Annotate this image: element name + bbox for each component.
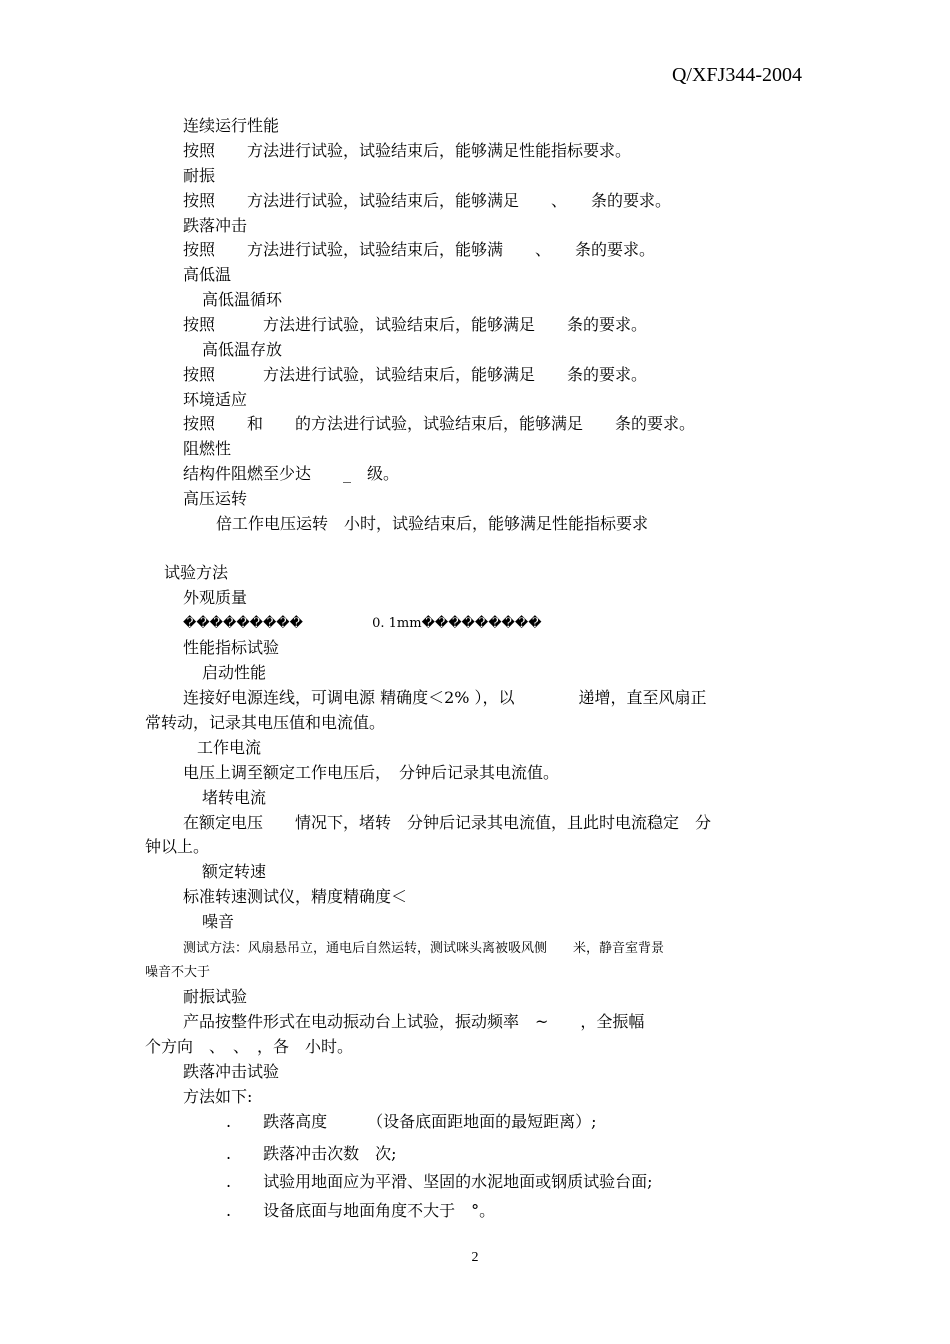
section-heading: 耐振 <box>183 166 216 185</box>
list-item: . 跌落高度 （设备底面距地面的最短距离）; <box>226 1112 597 1131</box>
section-heading: 跌落冲击 <box>183 216 248 235</box>
paragraph-line: 噪音不大于 <box>145 965 211 980</box>
paragraph-line: 倍工作电压运转 小时，试验结束后，能够满足性能指标要求 <box>216 514 649 533</box>
section-heading: 高低温 <box>183 265 232 284</box>
section-heading: 环境适应 <box>183 390 248 409</box>
paragraph-line: 钟以上。 <box>145 837 210 856</box>
list-item: . 跌落冲击次数 次; <box>226 1144 397 1163</box>
section-heading: 连续运行性能 <box>183 116 280 135</box>
subsection-heading: 启动性能 <box>202 663 267 682</box>
section-heading: 高压运转 <box>183 489 248 508</box>
paragraph-line: 方法如下: <box>183 1087 253 1106</box>
paragraph-line: 按照 方法进行试验，试验结束后，能够满足 、 条的要求。 <box>183 191 672 210</box>
paragraph-line: 测试方法：风扇悬吊立，通电后自然运转，测试咪头离被吸风侧 米，静音室背景 <box>183 941 665 956</box>
list-item: . 设备底面与地面角度不大于 °。 <box>226 1201 496 1220</box>
subsection-heading: 堵转电流 <box>202 788 267 807</box>
subsection-heading: 工作电流 <box>197 738 262 757</box>
section-heading: 性能指标试验 <box>183 638 280 657</box>
section-heading: 阻燃性 <box>183 439 232 458</box>
paragraph-line: 按照 和 的方法进行试验，试验结束后，能够满足 条的要求。 <box>183 414 696 433</box>
subsection-heading: 噪音 <box>202 912 235 931</box>
page-number: 2 <box>471 1250 479 1265</box>
paragraph-line: 结构件阻燃至少达 _ 级。 <box>183 464 400 483</box>
section-heading: 外观质量 <box>183 588 248 607</box>
paragraph-line: 按照 方法进行试验，试验结束后，能够满足 条的要求。 <box>183 315 648 334</box>
paragraph-line: 标准转速测试仪，精度精确度＜ <box>183 887 408 906</box>
section-heading: 跌落冲击试验 <box>183 1062 280 1081</box>
paragraph-line: 产品按整件形式在电动振动台上试验，振动频率 ~ ，全振幅 <box>183 1012 645 1031</box>
list-item: . 试验用地面应为平滑、坚固的水泥地面或钢质试验台面; <box>226 1172 653 1191</box>
paragraph-line: 常转动，记录其电压值和电流值。 <box>145 713 386 732</box>
chapter-heading: 试验方法 <box>164 563 229 582</box>
paragraph-line: 在额定电压 情况下，堵转 分钟后记录其电流值，且此时电流稳定 分 <box>183 813 712 832</box>
paragraph-line: ��������� 0. 1mm��������� <box>183 616 542 631</box>
subsection-heading: 高低温循环 <box>202 290 283 309</box>
subsection-heading: 额定转速 <box>202 862 267 881</box>
paragraph-line: 按照 方法进行试验，试验结束后，能够满足 条的要求。 <box>183 365 648 384</box>
paragraph-line: 连接好电源连线，可调电源 精确度＜2% ），以 递增，直至风扇正 <box>183 688 707 707</box>
subsection-heading: 高低温存放 <box>202 340 283 359</box>
paragraph-line: 按照 方法进行试验，试验结束后，能够满 、 条的要求。 <box>183 240 656 259</box>
paragraph-line: 个方向 、 、 ，各 小时。 <box>145 1037 354 1056</box>
document-number: Q/XFJ344-2004 <box>671 64 802 86</box>
paragraph-line: 按照 方法进行试验，试验结束后，能够满足性能指标要求。 <box>183 141 632 160</box>
paragraph-line: 电压上调至额定工作电压后， 分钟后记录其电流值。 <box>183 763 560 782</box>
section-heading: 耐振试验 <box>183 987 248 1006</box>
